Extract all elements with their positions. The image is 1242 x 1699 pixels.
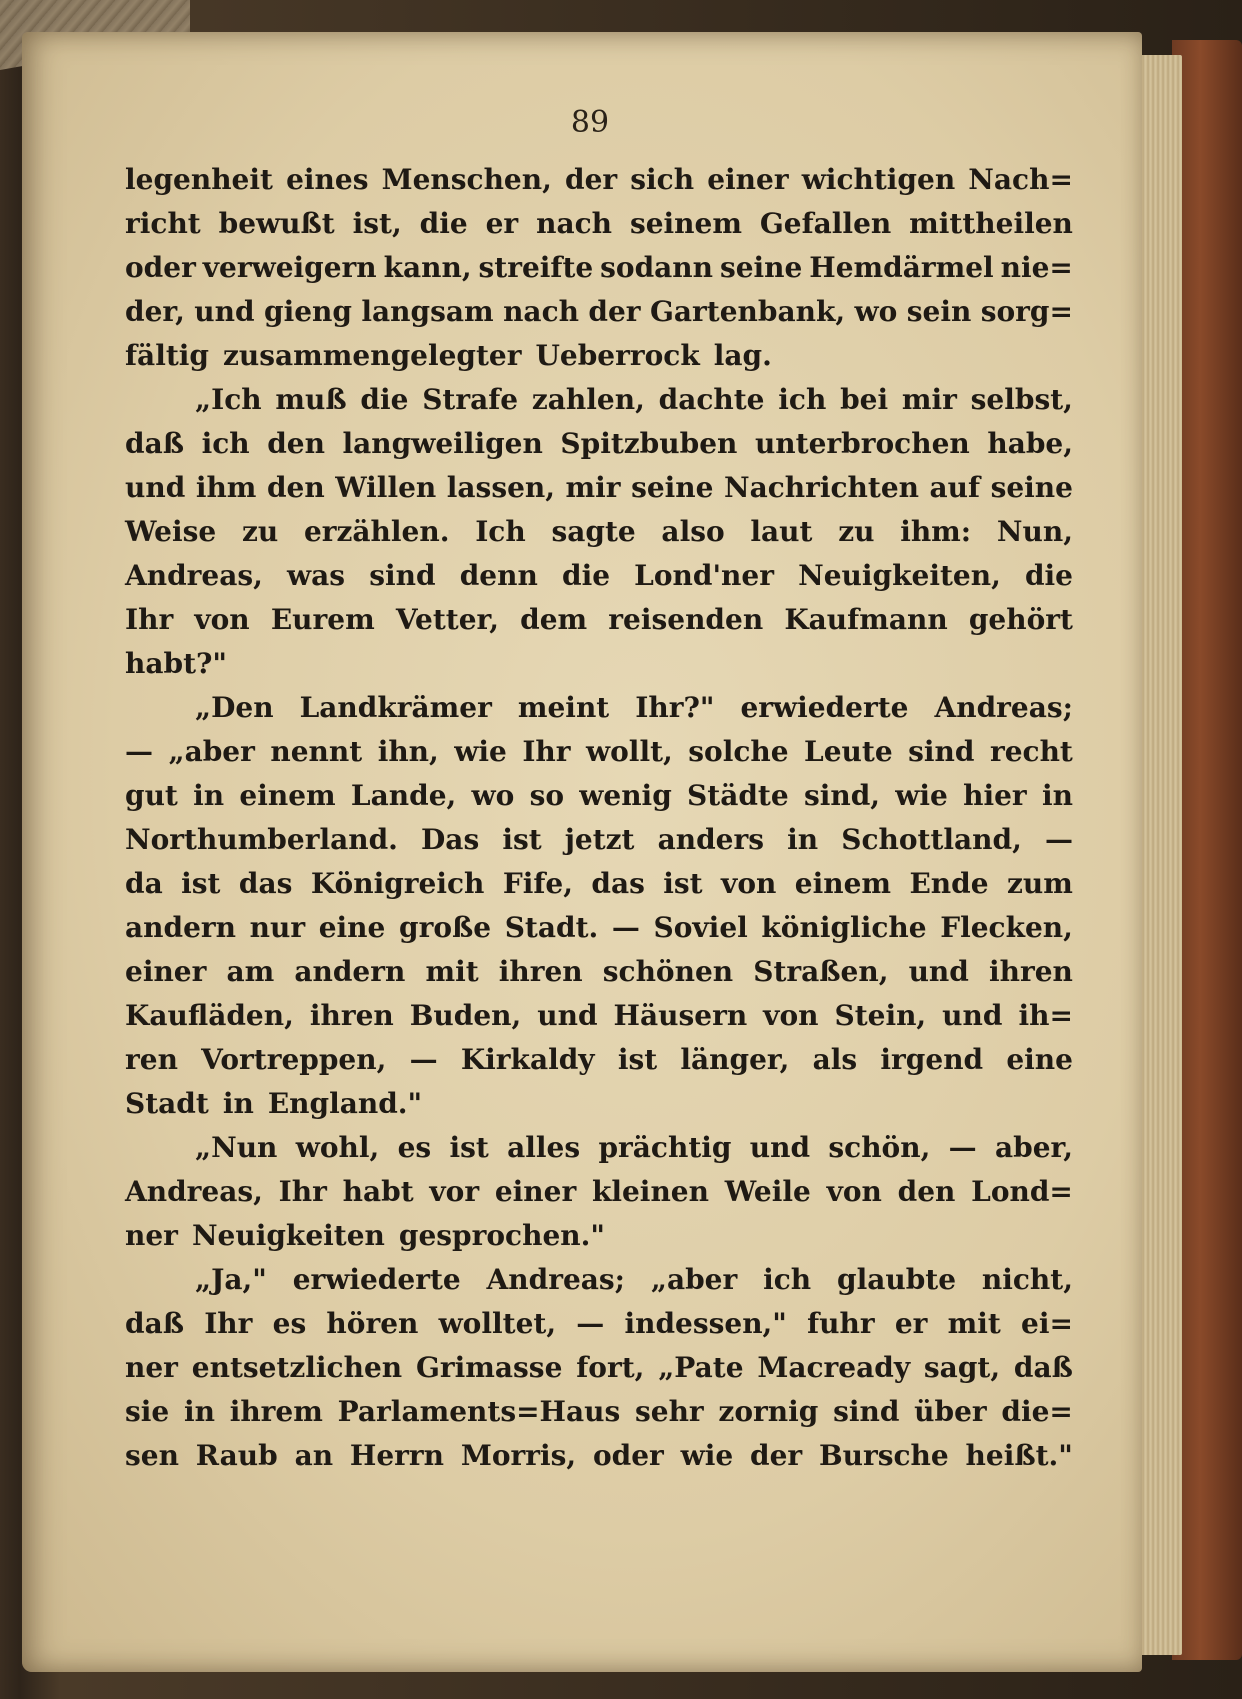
text-line	[125, 686, 1073, 730]
word: Hemdärmel	[809, 251, 994, 284]
word: der	[564, 163, 618, 196]
word: ist,	[352, 207, 402, 240]
word: mir	[901, 383, 957, 416]
word: den	[897, 1175, 956, 1208]
word: reisenden	[608, 603, 764, 636]
word: ihm:	[900, 515, 972, 548]
word: Kaufläden,	[125, 999, 294, 1032]
word: ist	[663, 867, 703, 900]
word: „aber	[168, 735, 255, 768]
word: ner	[125, 1219, 178, 1252]
word: Nun,	[996, 515, 1073, 548]
word: sehr	[635, 1395, 704, 1428]
word: ihren	[309, 999, 394, 1032]
word: glaubte	[837, 1263, 957, 1296]
text-line	[125, 554, 1073, 598]
word: er	[485, 207, 519, 240]
word: sagte	[551, 515, 636, 548]
word: erzählen.	[303, 515, 450, 548]
word: wollt,	[586, 735, 673, 768]
text-line	[125, 1214, 1073, 1258]
word: in	[1041, 779, 1073, 812]
word: Morris,	[460, 1439, 577, 1472]
text-line	[125, 246, 1073, 290]
word: einem	[794, 867, 892, 900]
word: wolltet,	[438, 1307, 557, 1340]
word: Ihr?"	[635, 691, 715, 724]
word: gut	[125, 779, 178, 812]
word: zum	[1006, 867, 1073, 900]
word: Buden,	[409, 999, 522, 1032]
word: in	[183, 1395, 215, 1428]
word: schön,	[828, 1131, 931, 1164]
word: wichtigen	[801, 163, 956, 196]
word: Vetter,	[395, 603, 499, 636]
word: zu	[241, 515, 279, 548]
word: von	[763, 999, 819, 1032]
word: gesprochen."	[398, 1219, 605, 1252]
word: die=	[1001, 1395, 1073, 1428]
text-line	[125, 906, 1073, 950]
word: Stein,	[834, 999, 927, 1032]
word: Lond'ner	[634, 559, 774, 592]
word: England."	[267, 1087, 423, 1120]
word: Ueberrock	[535, 339, 700, 372]
word: Stadt	[125, 1087, 209, 1120]
word: wo	[854, 295, 898, 328]
word: „Ich	[195, 383, 262, 416]
text-line	[125, 510, 1073, 554]
word: sodann	[600, 251, 714, 284]
word: langsam	[361, 295, 494, 328]
word: habt?"	[125, 647, 228, 680]
word: die	[360, 383, 409, 416]
word: kann,	[383, 251, 472, 284]
word: an	[294, 1439, 334, 1472]
book-cover-edge	[1172, 40, 1242, 1660]
word: wenig	[579, 779, 672, 812]
word: fältig	[125, 339, 209, 372]
word: den	[266, 471, 325, 504]
word: unterbrochen	[754, 427, 970, 460]
word: „Den	[195, 691, 274, 724]
word: Straßen,	[753, 955, 889, 988]
word: ist	[502, 823, 542, 856]
word: Nachrichten	[723, 471, 920, 504]
text-line	[125, 774, 1073, 818]
word: einer	[707, 163, 789, 196]
text-line	[125, 202, 1073, 246]
word: sen	[125, 1439, 179, 1472]
word: Vortreppen,	[201, 1043, 387, 1076]
word: nur	[249, 911, 306, 944]
word: Andreas;	[486, 1263, 626, 1296]
word: und	[125, 471, 186, 504]
word: lassen,	[446, 471, 556, 504]
word: ihren	[498, 955, 583, 988]
word: einer	[125, 955, 207, 988]
word: ihrem	[229, 1395, 323, 1428]
word: zu	[838, 515, 875, 548]
word: von	[194, 603, 250, 636]
word: Stadt.	[504, 911, 599, 944]
word: seine	[990, 471, 1073, 504]
page-number: 89	[570, 105, 610, 140]
text-line	[125, 422, 1073, 466]
word: einem	[239, 779, 336, 812]
word: Grimasse	[415, 1351, 563, 1384]
word: Willen	[335, 471, 437, 504]
word: ich	[778, 383, 827, 416]
word: ei=	[1021, 1307, 1073, 1340]
text-line	[125, 158, 1073, 202]
word: bei	[840, 383, 889, 416]
text-line	[125, 1038, 1073, 1082]
word: ihn,	[377, 735, 439, 768]
word: Weile	[724, 1175, 811, 1208]
word: Fife,	[502, 867, 573, 900]
word: meint	[517, 691, 610, 724]
word: sein	[906, 295, 972, 328]
word: seine	[631, 471, 714, 504]
word: —	[948, 1131, 977, 1164]
word: ner	[125, 1351, 178, 1384]
word: Soviel	[653, 911, 748, 944]
word: der	[749, 1439, 803, 1472]
text-line	[125, 1390, 1073, 1434]
word: schönen	[602, 955, 734, 988]
word: Ihr	[125, 603, 174, 636]
word: ih=	[1018, 999, 1073, 1032]
word: in	[193, 779, 225, 812]
word: Northumberland.	[125, 823, 398, 856]
word: anders	[657, 823, 765, 856]
word: den	[267, 427, 325, 460]
word: von	[721, 867, 777, 900]
word: und	[749, 1131, 811, 1164]
text-line	[125, 1346, 1073, 1390]
word: sie	[125, 1395, 170, 1428]
word: er	[894, 1307, 928, 1340]
word: dem	[520, 603, 588, 636]
word: andern	[294, 955, 406, 988]
word: Flecken,	[940, 911, 1073, 944]
word: von	[826, 1175, 882, 1208]
word: ren	[125, 1043, 178, 1076]
word: seinem	[629, 207, 742, 240]
word: Neuigkeiten,	[798, 559, 1001, 592]
word: die	[561, 559, 611, 592]
text-line	[125, 818, 1073, 862]
word: Andreas,	[125, 559, 263, 592]
word: wie	[680, 1439, 734, 1472]
word: auf	[929, 471, 981, 504]
word: Das	[421, 823, 480, 856]
word: Eurem	[270, 603, 375, 636]
word: wo	[471, 779, 515, 812]
word: königliche	[761, 911, 927, 944]
text-line	[125, 862, 1073, 906]
word: entsetzlichen	[191, 1351, 403, 1384]
word: Schottland,	[841, 823, 1022, 856]
word: über	[914, 1395, 987, 1428]
word: das	[238, 867, 293, 900]
word: große	[398, 911, 492, 944]
word: wie	[895, 779, 948, 812]
word: —	[576, 1307, 605, 1340]
word: Gefallen	[759, 207, 892, 240]
word: das	[591, 867, 645, 900]
word: ich	[763, 1263, 812, 1296]
word: streifte	[478, 251, 594, 284]
word: Lande,	[350, 779, 457, 812]
word: Ich	[475, 515, 526, 548]
word: richt	[125, 207, 201, 240]
word: —	[611, 911, 640, 944]
word: ihm	[195, 471, 257, 504]
word: Häusern	[613, 999, 748, 1032]
word: die	[1024, 559, 1073, 592]
word: oder	[125, 251, 196, 284]
text-line	[125, 598, 1073, 642]
word: erwiederte	[740, 691, 909, 724]
word: was	[287, 559, 346, 592]
word: so	[529, 779, 565, 812]
word: sind	[369, 559, 436, 592]
word: nicht,	[981, 1263, 1073, 1296]
word: da	[125, 867, 163, 900]
word: daß	[125, 427, 184, 460]
word: eines	[286, 163, 369, 196]
word: heißt."	[965, 1439, 1073, 1472]
word: Königreich	[310, 867, 485, 900]
word: eine	[1006, 1043, 1073, 1076]
word: der,	[125, 295, 185, 328]
word: sorg=	[980, 295, 1073, 328]
word: Macready	[757, 1351, 911, 1384]
word: ich	[201, 427, 250, 460]
word: zahlen,	[531, 383, 645, 416]
word: andern	[125, 911, 237, 944]
text-line	[125, 1126, 1073, 1170]
word: Kaufmann	[784, 603, 948, 636]
word: habt	[342, 1175, 414, 1208]
word: nie=	[1000, 251, 1073, 284]
book-page	[22, 32, 1142, 1672]
text-line	[125, 1302, 1073, 1346]
word: in	[222, 1087, 254, 1120]
word: daß	[1013, 1351, 1073, 1384]
word: daß	[125, 1307, 184, 1340]
word: Ihr	[204, 1307, 253, 1340]
word: Lond=	[971, 1175, 1073, 1208]
word: zusammengelegter	[222, 339, 522, 372]
word: Weise	[125, 515, 217, 548]
word: sind,	[803, 779, 881, 812]
word: hören	[326, 1307, 419, 1340]
word: nennt	[270, 735, 363, 768]
word: wohl,	[295, 1131, 380, 1164]
text-line	[125, 950, 1073, 994]
word: dachte	[658, 383, 765, 416]
word: in	[787, 823, 819, 856]
word: bewußt	[218, 207, 335, 240]
word: gehört	[968, 603, 1073, 636]
word: mittheilen	[909, 207, 1073, 240]
word: ist	[617, 1043, 658, 1076]
word: seine	[719, 251, 803, 284]
word: „Ja,"	[195, 1263, 267, 1296]
word: Ihr	[278, 1175, 327, 1208]
word: jetzt	[564, 823, 635, 856]
word: hier	[963, 779, 1027, 812]
word: Bursche	[818, 1439, 949, 1472]
word: habe,	[987, 427, 1073, 460]
word: Parlaments=Haus	[337, 1395, 621, 1428]
text-line	[125, 994, 1073, 1038]
word: Menschen,	[381, 163, 552, 196]
word: ist	[181, 867, 221, 900]
word: muß	[275, 383, 347, 416]
word: legenheit	[125, 163, 273, 196]
word: Raub	[195, 1439, 278, 1472]
word: gieng	[264, 295, 352, 328]
word: mit	[947, 1307, 1001, 1340]
word: als	[812, 1043, 858, 1076]
word: ist	[449, 1131, 489, 1164]
word: ihren	[988, 955, 1073, 988]
word: und	[908, 955, 969, 988]
word: Leute	[804, 735, 893, 768]
word: und	[537, 999, 598, 1032]
word: Herrn	[349, 1439, 445, 1472]
word: der	[588, 295, 641, 328]
word: „Nun	[195, 1131, 278, 1164]
text-line	[125, 730, 1073, 774]
word: aber,	[994, 1131, 1073, 1164]
word: solche	[688, 735, 789, 768]
word: Neuigkeiten	[191, 1219, 385, 1252]
word: kleinen	[591, 1175, 709, 1208]
body-text	[125, 158, 1073, 1478]
text-line	[125, 334, 1073, 378]
word: Gartenbank,	[649, 295, 846, 328]
word: laut	[750, 515, 813, 548]
word: recht	[989, 735, 1073, 768]
text-line	[125, 466, 1073, 510]
word: Kirkaldy	[460, 1043, 595, 1076]
word: —	[409, 1043, 438, 1076]
word: erwiederte	[292, 1263, 461, 1296]
text-line	[125, 378, 1073, 422]
word: selbst,	[970, 383, 1073, 416]
word: und	[942, 999, 1003, 1032]
word: verweigern	[202, 251, 377, 284]
word: fort,	[576, 1351, 645, 1384]
text-line	[125, 1082, 1073, 1126]
word: und	[194, 295, 255, 328]
word: sagt,	[923, 1351, 1001, 1384]
text-line	[125, 1170, 1073, 1214]
word: vor	[429, 1175, 480, 1208]
word: Ende	[909, 867, 989, 900]
word: —	[125, 735, 153, 768]
word: „aber	[650, 1263, 738, 1296]
word: sind	[908, 735, 975, 768]
word: Landkrämer	[299, 691, 492, 724]
word: es	[272, 1307, 307, 1340]
word: am	[226, 955, 275, 988]
word: eine	[318, 911, 386, 944]
word: nach	[503, 295, 579, 328]
word: Ihr	[522, 735, 571, 768]
word: länger,	[680, 1043, 790, 1076]
word: sind	[833, 1395, 900, 1428]
word: Strafe	[422, 383, 519, 416]
word: denn	[459, 559, 538, 592]
text-line	[125, 642, 1073, 686]
word: Spitzbuben	[560, 427, 738, 460]
word: Andreas;	[934, 691, 1073, 724]
word: Andreas,	[125, 1175, 263, 1208]
word: prächtig	[598, 1131, 732, 1164]
word: langweiligen	[342, 427, 543, 460]
word: es	[397, 1131, 432, 1164]
word: die	[419, 207, 468, 240]
word: irgend	[880, 1043, 984, 1076]
word: oder	[592, 1439, 664, 1472]
word: sich	[630, 163, 695, 196]
word: lag.	[713, 339, 772, 372]
text-line	[125, 1434, 1073, 1478]
text-line	[125, 290, 1073, 334]
word: zornig	[718, 1395, 819, 1428]
word: alles	[507, 1131, 581, 1164]
word: nach	[536, 207, 613, 240]
word: also	[661, 515, 725, 548]
word: mit	[425, 955, 479, 988]
word: Städte	[687, 779, 789, 812]
word: einer	[494, 1175, 577, 1208]
word: indessen,"	[624, 1307, 787, 1340]
word: —	[1044, 823, 1073, 856]
word: Nach=	[968, 163, 1073, 196]
word: wie	[454, 735, 507, 768]
text-line	[125, 1258, 1073, 1302]
word: fuhr	[807, 1307, 875, 1340]
word: „Pate	[658, 1351, 744, 1384]
word: mir	[565, 471, 621, 504]
